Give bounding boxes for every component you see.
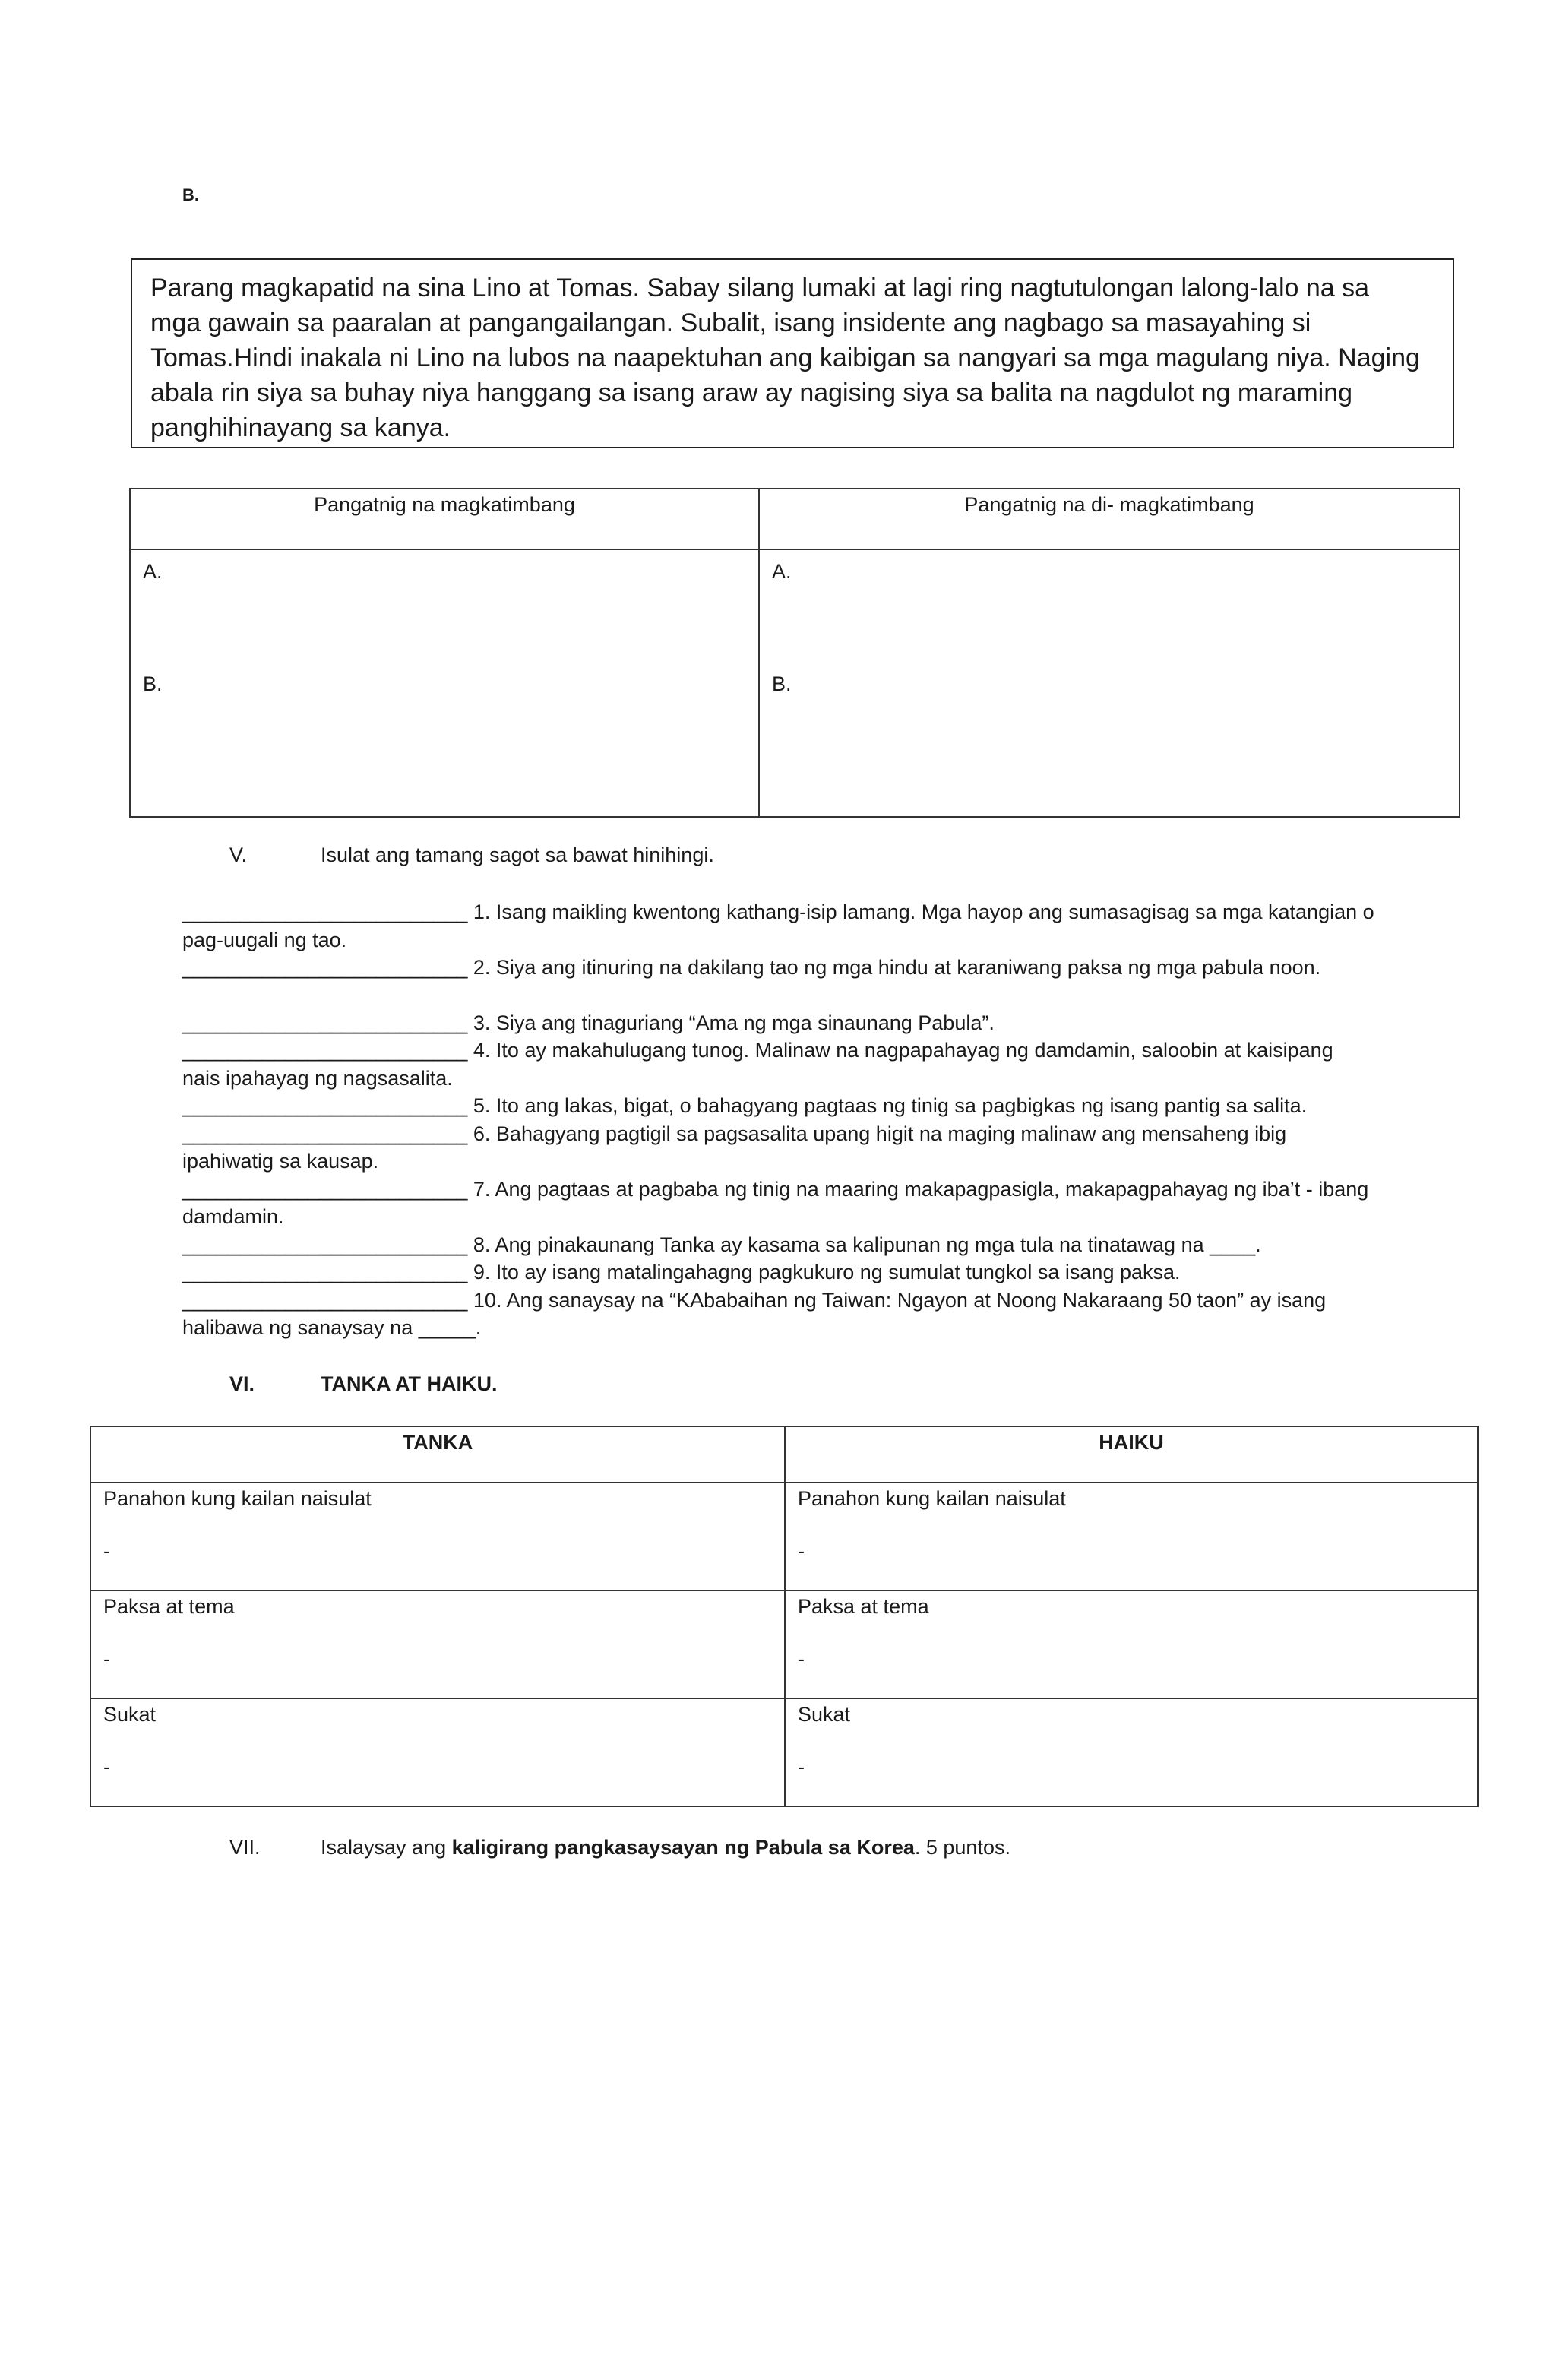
passage-line: Parang magkapatid na sina Lino at Tomas. Sabay silang lumaki at lagi ring nagtutulongan lalong-lalo na sa xyxy=(150,274,1370,302)
section-v-number: V. xyxy=(229,843,248,866)
answer-blank[interactable]: _________________________ xyxy=(182,900,468,923)
answer-dash: - xyxy=(103,1540,110,1562)
question-continuation: damdamin. xyxy=(182,1205,284,1228)
table-row xyxy=(90,1590,1478,1698)
passage-line: Tomas.Hindi inakala ni Lino na lubos na naapektuhan ang kaibigan sa nangyari sa mga magulang niya. Naging xyxy=(150,343,1420,372)
question-item-6 xyxy=(182,1120,1398,1148)
spacer xyxy=(182,982,1398,1009)
question-item-7 xyxy=(182,1176,1398,1204)
passage-line: panghihinayang sa kanya. xyxy=(150,413,451,442)
header-magkatimbang: Pangatnig na magkatimbang xyxy=(130,489,759,549)
table-row xyxy=(130,549,1460,817)
question-text: 2. Siya ang itinuring na dakilang tao ng mga hindu at karaniwang paksa ng mga pabula noon. xyxy=(467,956,1321,979)
question-item-5 xyxy=(182,1092,1398,1120)
haiku-sukat-cell[interactable] xyxy=(785,1698,1478,1806)
row-label: Sukat xyxy=(103,1703,157,1726)
item-a-label: A. xyxy=(772,560,792,583)
answer-dash: - xyxy=(103,1647,110,1670)
pangatnig-table xyxy=(129,488,1460,818)
question-item-2 xyxy=(182,954,1398,982)
tanka-panahon-cell[interactable] xyxy=(90,1483,785,1590)
answer-blank[interactable]: _________________________ xyxy=(182,1233,468,1256)
question-item-10 xyxy=(182,1287,1398,1315)
haiku-panahon-cell[interactable] xyxy=(785,1483,1478,1590)
haiku-paksa-cell[interactable] xyxy=(785,1590,1478,1698)
question-item-1 xyxy=(182,898,1398,926)
passage-line: abala rin siya sa buhay niya hanggang sa isang araw ay nagising siya sa balita na nagdulot ng maraming xyxy=(150,378,1353,407)
header-tanka: TANKA xyxy=(90,1426,785,1483)
section-vi-number: VI. xyxy=(229,1372,255,1395)
question-continuation: ipahiwatig sa kausap. xyxy=(182,1150,379,1173)
question-list xyxy=(182,898,1398,1342)
section-vii-number: VII. xyxy=(229,1836,261,1859)
question-item-9 xyxy=(182,1258,1398,1287)
question-text: 5. Ito ang lakas, bigat, o bahagyang pagtaas ng tinig sa pagbigkas ng isang pantig sa salita. xyxy=(467,1094,1308,1117)
row-label: Paksa at tema xyxy=(103,1595,235,1618)
row-label: Paksa at tema xyxy=(798,1595,929,1618)
section-vi-title: TANKA AT HAIKU. xyxy=(321,1372,498,1395)
question-item-8 xyxy=(182,1231,1398,1259)
answer-cell-di-magkatimbang[interactable] xyxy=(759,549,1460,817)
table-row xyxy=(90,1483,1478,1590)
answer-blank[interactable]: _________________________ xyxy=(182,1039,468,1062)
answer-blank[interactable]: _________________________ xyxy=(182,1177,468,1201)
section-vii-instruction xyxy=(321,1836,1010,1859)
instruction-bold-text: kaligirang pangkasaysayan ng Pabula sa Korea xyxy=(451,1836,915,1859)
question-item-3 xyxy=(182,1009,1398,1037)
header-di-magkatimbang: Pangatnig na di- magkatimbang xyxy=(759,489,1460,549)
table-header-row xyxy=(130,489,1460,549)
question-text: 1. Isang maikling kwentong kathang-isip lamang. Mga hayop ang sumasagisag sa mga katangian o xyxy=(467,900,1374,923)
answer-dash: - xyxy=(798,1540,805,1562)
answer-cell-magkatimbang[interactable] xyxy=(130,549,759,817)
section-v-instruction: Isulat ang tamang sagot sa bawat hinihingi. xyxy=(321,843,714,866)
question-text: 7. Ang pagtaas at pagbaba ng tinig na maaring makapagpasigla, makapagpahayag ng iba’t - ibang xyxy=(467,1177,1369,1201)
answer-blank[interactable]: _________________________ xyxy=(182,1122,468,1145)
answer-blank[interactable]: _________________________ xyxy=(182,1094,468,1117)
question-continuation: halibawa ng sanaysay na _____. xyxy=(182,1316,482,1339)
item-a-label: A. xyxy=(143,560,163,583)
passage-box xyxy=(131,258,1454,448)
row-label: Panahon kung kailan naisulat xyxy=(798,1487,1066,1510)
question-text: 9. Ito ay isang matalingahagng pagkukuro ng sumulat tungkol sa isang paksa. xyxy=(467,1261,1181,1283)
answer-blank[interactable]: _________________________ xyxy=(182,1288,468,1312)
answer-dash: - xyxy=(798,1755,805,1778)
question-continuation: pag-uugali ng tao. xyxy=(182,928,347,951)
header-haiku: HAIKU xyxy=(785,1426,1478,1483)
question-text: 10. Ang sanaysay na “KAbabaihan ng Taiwan: Ngayon at Noong Nakaraang 50 taon” ay isang xyxy=(467,1288,1327,1312)
question-text: 4. Ito ay makahulugang tunog. Malinaw na nagpapahayag ng damdamin, saloobin at kaisipang xyxy=(467,1039,1333,1062)
answer-blank[interactable]: _________________________ xyxy=(182,1261,468,1283)
table-header-row xyxy=(90,1426,1478,1483)
answer-blank[interactable]: _________________________ xyxy=(182,956,468,979)
passage-line: mga gawain sa paaralan at pangangailangan. Subalit, isang insidente ang nagbago sa masayahing si xyxy=(150,309,1311,337)
table-row xyxy=(90,1698,1478,1806)
row-label: Sukat xyxy=(798,1703,851,1726)
tanka-haiku-table xyxy=(90,1426,1479,1807)
question-text: 3. Siya ang tinaguriang “Ama ng mga sinaunang Pabula”. xyxy=(467,1011,995,1034)
row-label: Panahon kung kailan naisulat xyxy=(103,1487,372,1510)
question-text: 8. Ang pinakaunang Tanka ay kasama sa kalipunan ng mga tula na tinatawag na ____. xyxy=(467,1233,1261,1256)
question-item-4 xyxy=(182,1037,1398,1065)
item-b-label: B. xyxy=(143,673,163,695)
item-b-label: B. xyxy=(772,673,792,695)
tanka-sukat-cell[interactable] xyxy=(90,1698,785,1806)
answer-blank[interactable]: _________________________ xyxy=(182,1011,468,1034)
answer-dash: - xyxy=(103,1755,110,1778)
question-continuation: nais ipahayag ng nagsasalita. xyxy=(182,1066,453,1090)
question-text: 6. Bahagyang pagtigil sa pagsasalita upang higit na maging malinaw ang mensaheng ibig xyxy=(467,1122,1287,1145)
answer-dash: - xyxy=(798,1647,805,1670)
section-b-heading: B. xyxy=(182,185,199,204)
instruction-text: . 5 puntos. xyxy=(914,1836,1010,1859)
tanka-paksa-cell[interactable] xyxy=(90,1590,785,1698)
instruction-text: Isalaysay ang xyxy=(321,1836,452,1859)
